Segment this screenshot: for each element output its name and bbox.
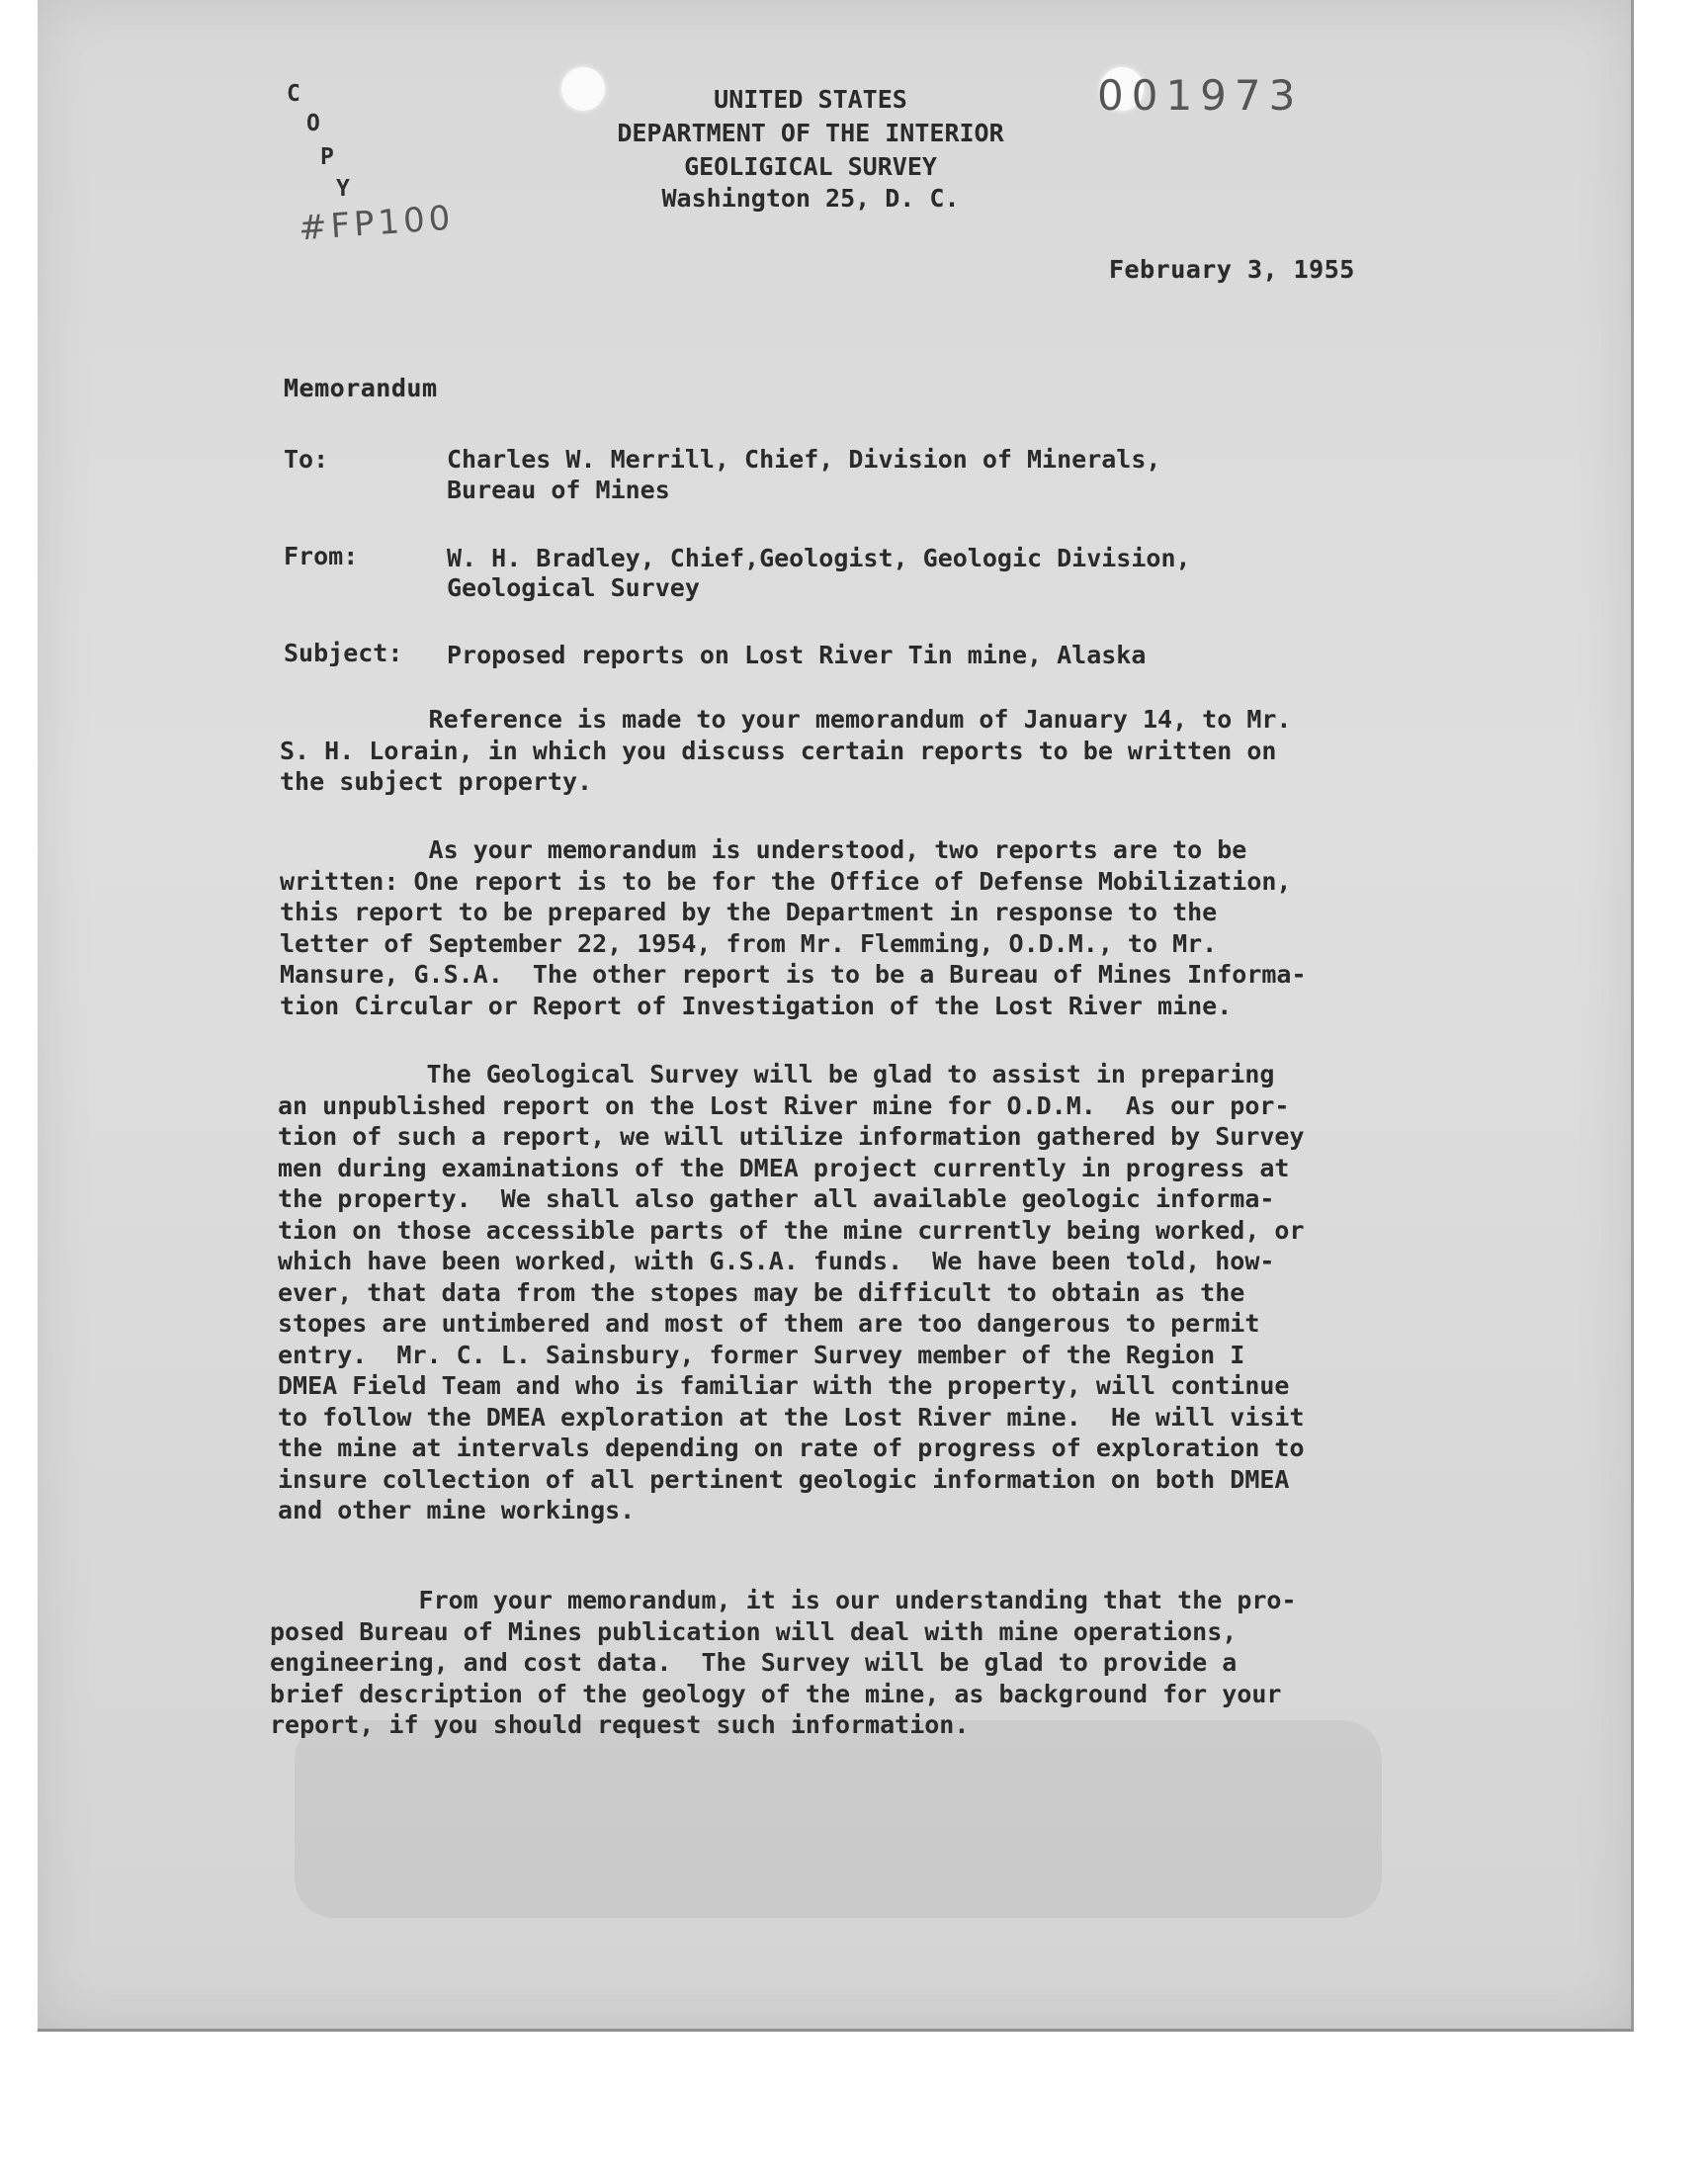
to-label: To: <box>284 445 329 474</box>
subject-text: Proposed reports on Lost River Tin mine, Alaska <box>447 641 1147 669</box>
body-paragraph-1: Reference is made to your memorandum of January 14, to Mr. S. H. Lorain, in which you discuss certain reports to be written on the subject property. <box>280 705 1292 796</box>
copy-mark-p: P <box>320 144 334 170</box>
copy-mark-c: C <box>287 81 300 107</box>
header-line-4: Washington 25, D. C. <box>661 184 960 213</box>
body-paragraph-2: As your memorandum is understood, two reports are to be written: One report is to be for the Office of Defense Mobilization, this report to be prepared by the Department in response to the letter of September 22, 1954, from Mr. Flemming, O.D.M., to Mr. Mansure, G.S.A. The other report is to be a Bureau of Mines Informa- tion Circular or Report of Investigation of the Lost River mine. <box>280 835 1307 1020</box>
header-line-2: DEPARTMENT OF THE INTERIOR <box>617 119 1004 147</box>
memo-type: Memorandum <box>284 374 438 402</box>
copy-mark-o: O <box>306 111 320 136</box>
body-paragraph-4: From your memorandum, it is our understanding that the pro- posed Bureau of Mines publication will deal with mine operations, engineering, and cost data. The Survey will be glad to provide a brief description of the geology of the mine, as background for your report, if you should request such information. <box>270 1586 1297 1739</box>
header-line-1: UNITED STATES <box>714 85 907 114</box>
from-line-1: W. H. Bradley, Chief,Geologist, Geologic Division, <box>447 544 1191 572</box>
header-line-3: GEOLIGICAL SURVEY <box>684 152 937 181</box>
subject-label: Subject: <box>284 639 403 667</box>
to-line-1: Charles W. Merrill, Chief, Division of Minerals, <box>447 445 1161 474</box>
document-number: 001973 <box>1097 71 1304 120</box>
from-line-2: Geological Survey <box>447 573 700 602</box>
copy-mark-y: Y <box>336 176 350 202</box>
from-label: From: <box>284 542 359 570</box>
paper-smudge <box>295 1720 1382 1918</box>
to-line-2: Bureau of Mines <box>447 476 670 504</box>
file-number: #FP100 <box>297 198 456 249</box>
memo-date: February 3, 1955 <box>1109 255 1355 284</box>
body-paragraph-3: The Geological Survey will be glad to assist in preparing an unpublished report on the Lost River mine for O.D.M. As our por- tion of such a report, we will utilize information gathered by Survey men during examinations of the DMEA project currently in progress at the property. We shall also gather all available geologic informa- tion on those accessible parts of the mine currently being worked, or which have been worked, with G.S.A. funds. We have been told, how- ever, that data from the stopes may be difficult to obtain as the stopes are untimbered and most of them are too dangerous to permit entry. Mr. C. L. Sainsbury, former Survey member of the Region I DMEA Field Team and who is familiar with the property, will continue to follow the DMEA exploration at the Lost River mine. He will visit the mine at intervals depending on rate of progress of exploration to insure collection of all pertinent geologic information on both DMEA and other mine workings. <box>278 1060 1305 1524</box>
